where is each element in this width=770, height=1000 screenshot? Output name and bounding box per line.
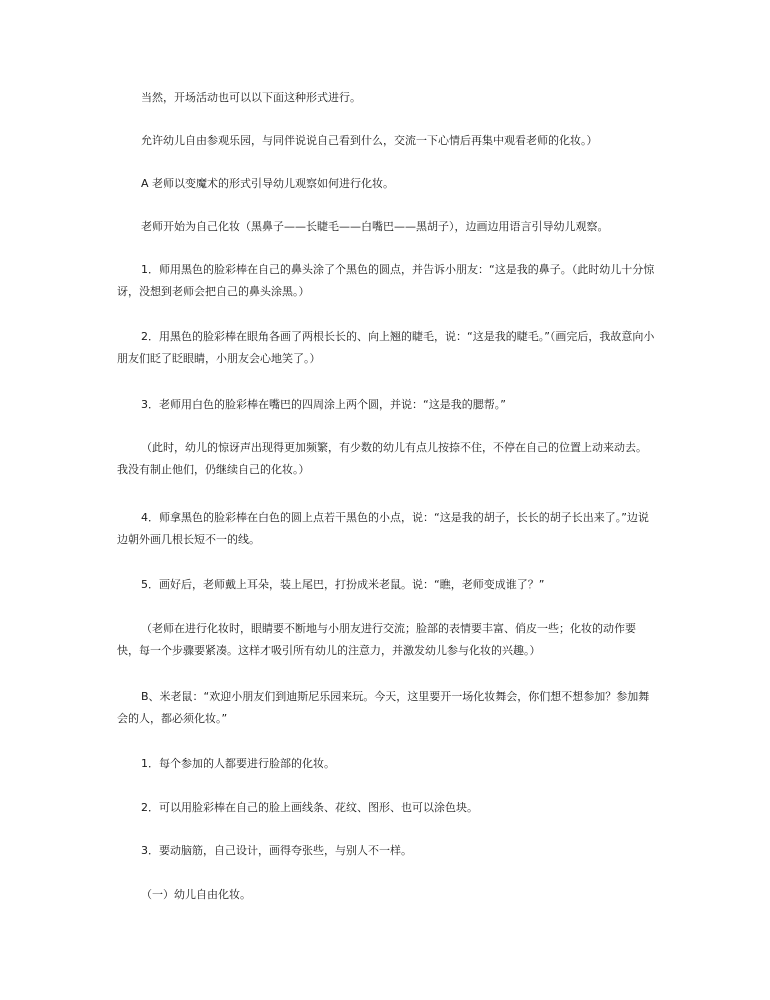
paragraph: （老师在进行化妆时，眼睛要不断地与小朋友进行交流；脸部的表情要丰富、俏皮一些；化妆的动作要快，每一个步骤要紧凑。这样才吸引所有幼儿的注意力，并激发幼儿参与化妆的兴趣。） bbox=[117, 622, 636, 657]
paragraph: 老师开始为自己化妆（黑鼻子——长睫毛——白嘴巴——黑胡子），边画边用语言引导幼儿观察。 bbox=[141, 220, 609, 233]
paragraph: 2．可以用脸彩棒在自己的脸上画线条、花纹、图形、也可以涂色块。 bbox=[141, 801, 478, 814]
paragraph: 4．师拿黑色的脸彩棒在白色的圆上点若干黑色的小点，说：“这是我的胡子，长长的胡子长出来了。”边说边朝外画几根长短不一的线。 bbox=[117, 511, 649, 546]
paragraph: 1．每个参加的人都要进行脸部的化妆。 bbox=[141, 757, 335, 770]
paragraph: 3．老师用白色的脸彩棒在嘴巴的四周涂上两个圆，并说：“这是我的腮帮。” bbox=[141, 398, 506, 411]
paragraph: 5．画好后，老师戴上耳朵，装上尾巴，打扮成米老鼠。说：“瞧，老师变成谁了？” bbox=[141, 578, 545, 591]
paragraph: 3．要动脑筋，自己设计，画得夸张些，与别人不一样。 bbox=[141, 844, 412, 857]
paragraph: 1．师用黑色的脸彩棒在自己的鼻头涂了个黑色的圆点，并告诉小朋友：“这是我的鼻子。（此时幼儿十分惊讶，没想到老师会把自己的鼻头涂黑。） bbox=[117, 263, 655, 298]
paragraph: （一）幼儿自由化妆。 bbox=[141, 888, 251, 901]
paragraph: 2．用黑色的脸彩棒在眼角各画了两根长长的、向上翘的睫毛，说：“这是我的睫毛。”（画完后，我故意向小朋友们眨了眨眼睛，小朋友会心地笑了。） bbox=[117, 330, 655, 365]
paragraph: 当然，开场活动也可以以下面这种形式进行。 bbox=[141, 91, 361, 104]
paragraph: B、米老鼠：“欢迎小朋友们到迪斯尼乐园来玩。今天，这里要开一场化妆舞会，你们想不想参加？参加舞会的人，都必须化妆。” bbox=[117, 690, 650, 725]
paragraph: （此时，幼儿的惊讶声出现得更加频繁，有少数的幼儿有点儿按捺不住，不停在自己的位置上动来动去。我没有制止他们，仍继续自己的化妆。） bbox=[117, 441, 647, 476]
paragraph: A 老师以变魔术的形式引导幼儿观察如何进行化妆。 bbox=[141, 177, 395, 190]
paragraph: 允许幼儿自由参观乐园，与同伴说说自己看到什么，交流一下心情后再集中观看老师的化妆。） bbox=[141, 134, 598, 147]
